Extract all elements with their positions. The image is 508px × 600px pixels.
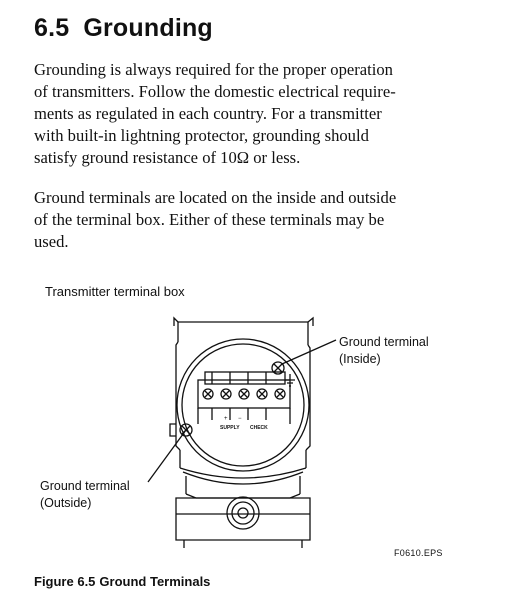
terminal-check-label: CHECK [250,425,268,431]
ground-terminal-outside-label [40,478,130,512]
section-number: 6.5 [34,14,70,42]
paragraph-line: Ground terminals are located on the inside and outside [34,188,397,207]
ground-terminal-inside-label [339,334,429,368]
paragraph-line: ments as regulated in each country. For a transmitter [34,104,382,123]
figure-caption [34,574,210,589]
terminal-box-label: Transmitter terminal box [45,284,185,299]
terminal-supply-label: SUPPLY [220,425,240,431]
paragraph-line: used. [34,232,69,251]
paragraph-line: with built-in lightning protector, grounding should [34,126,369,145]
figure-number: Figure 6.5 [34,574,96,589]
paragraph-line: of transmitters. Follow the domestic electrical require- [34,82,396,101]
label-line: (Inside) [339,352,381,366]
paragraph-line: Grounding is always required for the proper operation [34,60,393,79]
label-line: Ground terminal [339,335,429,349]
figure-file-id: F0610.EPS [394,548,443,558]
paragraph-line: satisfy ground resistance of 10Ω or less. [34,148,301,167]
section-title: Grounding [83,14,213,42]
label-line: Ground terminal [40,479,130,493]
label-line: (Outside) [40,496,92,510]
terminal-minus-label: − [238,416,242,422]
terminal-plus-label: + [224,416,228,422]
figure-title: Ground Terminals [99,574,211,589]
paragraph-line: of the terminal box. Either of these terminals may be [34,210,385,229]
